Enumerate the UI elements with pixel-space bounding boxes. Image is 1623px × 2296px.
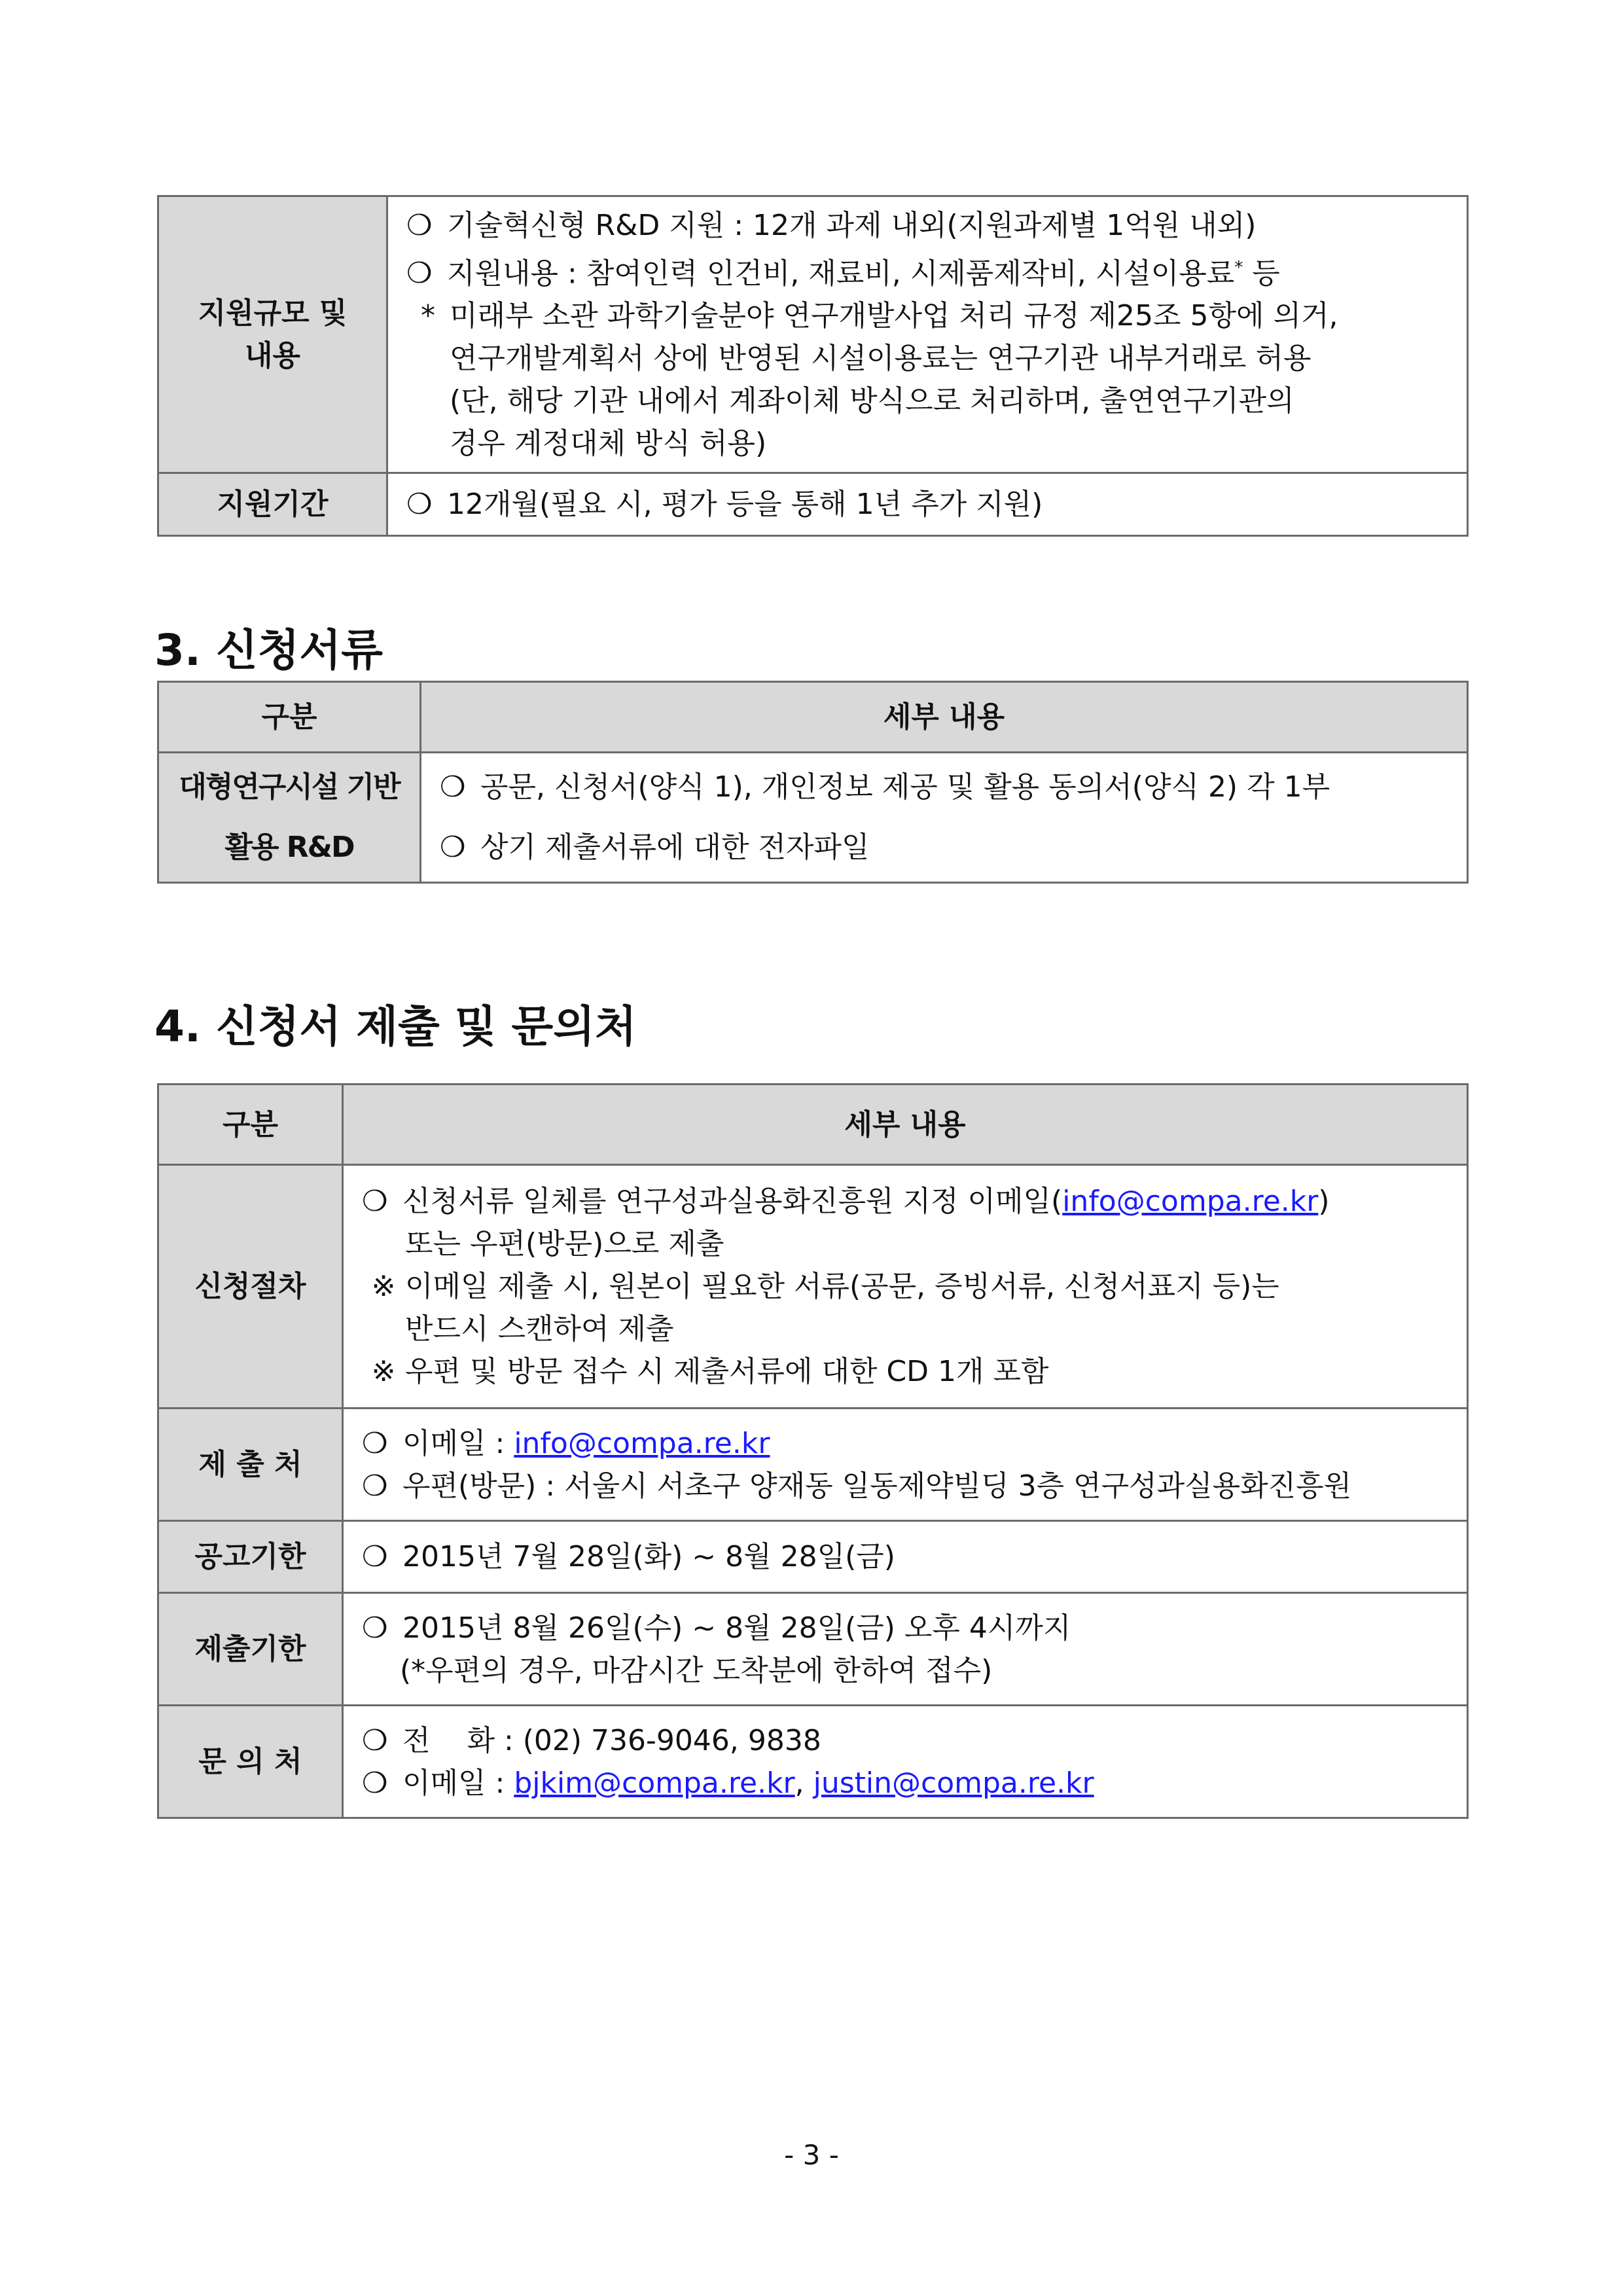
bullet-line: ❍ 2015년 7월 28일(화) ~ 8월 28일(금) [362,1540,895,1573]
bullet-line: ❍ 2015년 8월 26일(수) ~ 8월 28일(금) 오후 4시까지 [362,1611,1071,1645]
note-line: * 미래부 소관 과학기술분야 연구개발사업 처리 규정 제25조 5항에 의거, [421,299,1338,333]
reference-continuation: 반드시 스캔하여 제출 [405,1312,674,1346]
destination-content [343,1408,1468,1521]
label-line: 활용 R&D [224,831,354,864]
reference-note: ※ 이메일 제출 시, 원본이 필요한 서류(공문, 증빙서류, 신청서표지 등)는 [371,1270,1279,1303]
support-table [157,195,1469,537]
announce-label: 공고기한 [158,1521,343,1593]
column-header: 구분 [158,1085,343,1165]
bullet-line: ❍ 12개월(필요 시, 평가 등을 통해 1년 추가 지원) [406,488,1043,521]
bullet-line: ❍ 이메일 : bjkim@compa.re.kr, justin@compa.re.kr [362,1766,1094,1800]
destination-label: 제 출 처 [158,1408,343,1521]
column-header: 세부 내용 [421,682,1468,753]
column-header: 세부 내용 [343,1085,1468,1165]
documents-content [421,753,1468,883]
support-scale-label [158,196,387,473]
deadline-content [343,1593,1468,1706]
contact-label: 문 의 처 [158,1706,343,1818]
section-title: 4. 신청서 제출 및 문의처 [154,1001,637,1052]
bullet-line: ❍ 이메일 : info@compa.re.kr [362,1426,770,1460]
reference-note: ※ 우편 및 방문 접수 시 제출서류에 대한 CD 1개 포함 [371,1355,1049,1388]
bullet-continuation: 또는 우편(방문)으로 제출 [405,1227,724,1261]
section-title: 3. 신청서류 [154,625,383,675]
bullet-line: ❍ 신청서류 일체를 연구성과실용화진흥원 지정 이메일(info@compa.re.kr) [362,1185,1330,1218]
email-link[interactable]: justin@compa.re.kr [813,1766,1094,1800]
note-line: (단, 해당 기관 내에서 계좌이체 방식으로 처리하며, 출연연구기관의 [450,384,1294,418]
deadline-label: 제출기한 [158,1593,343,1706]
email-link[interactable]: info@compa.re.kr [1062,1185,1319,1218]
page-number: - 3 - [784,2139,839,2171]
label-line: 대형연구시설 기반 [179,770,400,804]
label-line: 지원규모 및 [198,296,348,330]
note-line: 연구개발계획서 상에 반영된 시설이용료는 연구기관 내부거래로 허용 [450,342,1311,376]
procedure-label: 신청절차 [158,1165,343,1408]
procedure-content [343,1165,1468,1408]
email-link[interactable]: bjkim@compa.re.kr [514,1766,795,1800]
support-period-content [387,473,1468,536]
bullet-line: ❍ 전 화 : (02) 736-9046, 9838 [362,1723,821,1757]
deadline-note: (*우편의 경우, 마감시간 도착분에 한하여 접수) [400,1653,993,1687]
bullet-line: ❍ 지원내용 : 참여인력 인건비, 재료비, 시제품제작비, 시설이용료* 등 [406,257,1280,291]
bullet-line: ❍ 기술혁신형 R&D 지원 : 12개 과제 내외(지원과제별 1억원 내외) [406,208,1257,242]
support-period-label: 지원기간 [158,473,387,536]
bullet-line: ❍ 상기 제출서류에 대한 전자파일 [440,831,870,864]
contact-content [343,1706,1468,1818]
bullet-line: ❍ 공문, 신청서(양식 1), 개인정보 제공 및 활용 동의서(양식 2) 각 1부 [440,770,1330,804]
column-header: 구분 [158,682,421,753]
note-line: 경우 계정대체 방식 허용) [450,427,767,461]
bullet-line: ❍ 우편(방문) : 서울시 서초구 양재동 일동제약빌딩 3층 연구성과실용화진흥원 [362,1469,1352,1503]
support-scale-content [387,196,1468,473]
email-link[interactable]: info@compa.re.kr [514,1426,770,1460]
submission-table [157,1083,1469,1819]
announce-content [343,1521,1468,1593]
label-line: 내용 [244,339,300,372]
documents-table [157,681,1469,884]
row-label [158,753,421,883]
